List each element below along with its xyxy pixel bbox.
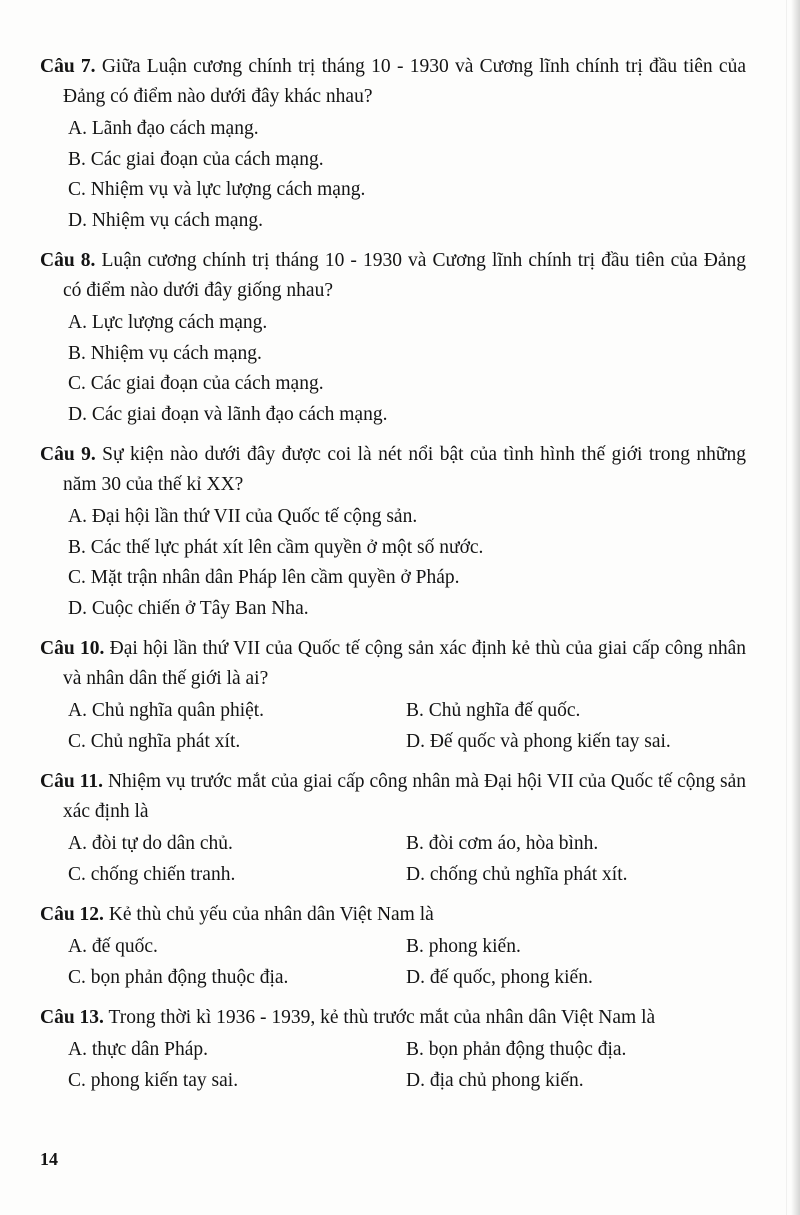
question-number: Câu 13. [40, 1007, 104, 1028]
option-c: C. chống chiến tranh. [68, 863, 236, 885]
question-number: Câu 12. [40, 904, 104, 925]
option-d: D. địa chủ phong kiến. [406, 1069, 584, 1091]
question-heading [40, 1003, 746, 1033]
options-list [40, 114, 746, 236]
option-d: D. Các giai đoạn và lãnh đạo cách mạng. [68, 403, 388, 425]
option-a: A. Đại hội lần thứ VII của Quốc tế cộng sản. [68, 506, 418, 527]
options-list [40, 502, 746, 624]
question-number: Câu 10. [40, 638, 105, 659]
option-a: A. Lãnh đạo cách mạng. [68, 118, 259, 139]
option-b: B. bọn phản động thuộc địa. [406, 1039, 627, 1060]
options-list [40, 696, 746, 757]
question-heading [40, 634, 746, 694]
question-7 [40, 52, 746, 236]
option-b: B. Các giai đoạn của cách mạng. [68, 148, 324, 170]
question-heading [40, 52, 746, 112]
question-number: Câu 7. [40, 56, 96, 77]
option-b: B. phong kiến. [406, 936, 521, 957]
option-b: B. Nhiệm vụ cách mạng. [68, 342, 262, 364]
question-13 [40, 1003, 746, 1096]
question-heading [40, 246, 746, 306]
question-text: Luận cương chính trị tháng 10 - 1930 và Cương lĩnh chính trị đầu tiên của Đảng có điểm nào dưới đây giống nhau? [63, 250, 747, 301]
option-c: C. Chủ nghĩa phát xít. [68, 730, 241, 752]
option-c: C. Các giai đoạn của cách mạng. [68, 373, 324, 394]
option-d: D. chống chủ nghĩa phát xít. [406, 863, 628, 885]
question-11 [40, 767, 746, 890]
option-d: D. đế quốc, phong kiến. [406, 966, 593, 988]
option-c: C. Nhiệm vụ và lực lượng cách mạng. [68, 179, 366, 200]
option-a: A. thực dân Pháp. [68, 1039, 209, 1060]
question-text: Trong thời kì 1936 - 1939, kẻ thù trước mắt của nhân dân Việt Nam là [108, 1007, 656, 1028]
page-number: 14 [40, 1149, 58, 1169]
option-c: C. bọn phản động thuộc địa. [68, 966, 289, 988]
question-10 [40, 634, 746, 757]
option-d: D. Nhiệm vụ cách mạng. [68, 209, 263, 231]
option-b: B. Các thế lực phát xít lên cầm quyền ở một số nước. [68, 536, 484, 558]
question-text: Kẻ thù chủ yếu của nhân dân Việt Nam là [108, 904, 434, 925]
question-number: Câu 9. [40, 444, 96, 465]
question-heading [40, 900, 746, 930]
options-list [40, 829, 746, 890]
options-list [40, 1035, 746, 1096]
question-heading [40, 440, 746, 500]
question-12 [40, 900, 746, 993]
option-c: C. Mặt trận nhân dân Pháp lên cầm quyền ở Pháp. [68, 567, 460, 588]
question-text: Sự kiện nào dưới đây được coi là nét nổi bật của tình hình thế giới trong những năm 30 của thế kỉ XX? [63, 444, 747, 495]
question-9 [40, 440, 746, 624]
question-heading [40, 767, 746, 827]
option-a: A. Lực lượng cách mạng. [68, 312, 268, 333]
question-number: Câu 8. [40, 250, 96, 271]
option-b: B. đòi cơm áo, hòa bình. [406, 833, 599, 854]
question-text: Giữa Luận cương chính trị tháng 10 - 1930 và Cương lĩnh chính trị đầu tiên của Đảng có điểm nào dưới đây khác nhau? [63, 56, 746, 107]
option-d: D. Cuộc chiến ở Tây Ban Nha. [68, 597, 309, 619]
question-text: Nhiệm vụ trước mắt của giai cấp công nhân mà Đại hội VII của Quốc tế cộng sản xác định là [63, 771, 746, 822]
option-b: B. Chủ nghĩa đế quốc. [406, 700, 581, 721]
option-a: A. Chủ nghĩa quân phiệt. [68, 700, 265, 721]
options-list [40, 308, 746, 430]
option-c: C. phong kiến tay sai. [68, 1069, 239, 1091]
option-a: A. đế quốc. [68, 936, 158, 957]
question-text: Đại hội lần thứ VII của Quốc tế cộng sản xác định kẻ thù của giai cấp công nhân và nhân dân thế giới là ai? [63, 638, 746, 689]
question-8 [40, 246, 746, 430]
option-d: D. Đế quốc và phong kiến tay sai. [406, 730, 671, 752]
question-number: Câu 11. [40, 771, 103, 792]
option-a: A. đòi tự do dân chủ. [68, 833, 233, 854]
options-list [40, 932, 746, 993]
